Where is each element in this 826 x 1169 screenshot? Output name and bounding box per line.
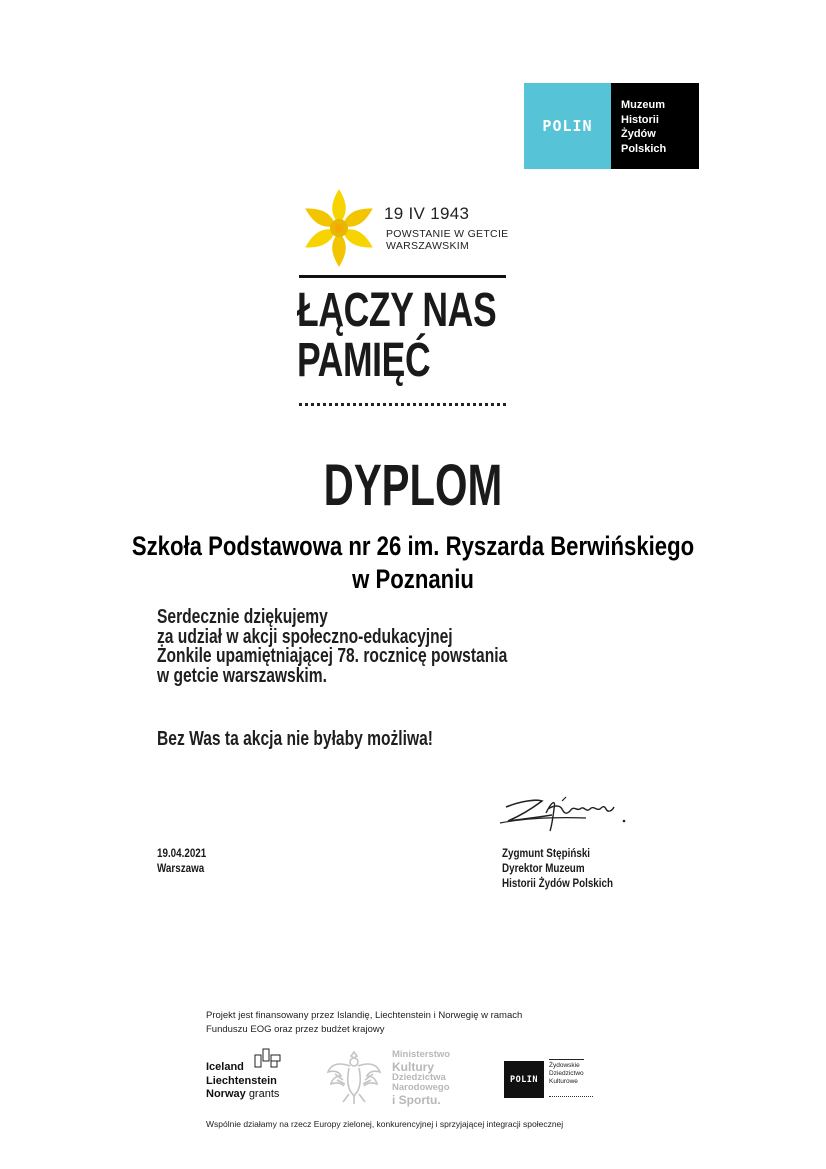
eea-line2: Liechtenstein: [206, 1074, 277, 1087]
footer-statement: Wspólnie działamy na rzecz Europy zielonej, konkurencyjnej i sprzyjającej integracji społecznej: [206, 1119, 564, 1129]
funding-note: [206, 1009, 522, 1036]
eea-line1: Iceland: [206, 1061, 244, 1073]
eea-grants-text: [206, 1061, 279, 1102]
jdk-wordmark: POLIN: [509, 1074, 539, 1085]
thanks-line: za udział w akcji społeczno-edukacyjnej: [157, 625, 453, 648]
thanks-line: Serdecznie dziękujemy: [157, 606, 328, 628]
daffodil-icon: [298, 187, 380, 269]
divider-line: [299, 275, 506, 278]
polin-museum-logo: [524, 83, 699, 169]
date-place-block: [157, 846, 206, 876]
school-name: Szkoła Podstawowa nr 26 im. Ryszarda Berwińskiego w Poznaniu: [131, 531, 695, 594]
ministry-line: i Sportu.: [392, 1092, 441, 1107]
eea-line3: [206, 1088, 279, 1102]
signer-title-line1: Dyrektor Muzeum: [502, 861, 585, 875]
eea-line3-bold: Norway: [206, 1088, 246, 1100]
thanks-line: w getcie warszawskim.: [157, 664, 327, 687]
signature-icon: [496, 787, 636, 835]
museum-name-line: Polskich: [621, 142, 667, 155]
school-name-block: [60, 530, 766, 596]
ministry-of-culture-logo: [325, 1046, 475, 1108]
jdk-line: Żydowskie: [549, 1062, 580, 1069]
jdk-line: Kulturowe: [549, 1078, 578, 1085]
polin-logo-mark: [524, 83, 611, 169]
signer-block: [502, 846, 613, 891]
museum-name-line: Muzeum: [621, 99, 665, 111]
polin-museum-name: [611, 83, 699, 169]
event-subtitle-line1: POWSTANIE W GETCIE: [386, 228, 509, 240]
issue-date: 19.04.2021: [157, 846, 207, 860]
ministry-name: [392, 1050, 450, 1106]
event-date: 19 IV 1943: [384, 204, 470, 223]
funding-note-line1: Projekt jest finansowany przez Islandię, Liechtenstein i Norwegię w ramach: [206, 1010, 523, 1021]
slogan-line1: ŁĄCZY NAS: [297, 284, 497, 337]
slogan-line2: PAMIĘĆ: [297, 334, 431, 387]
ministry-line: Dziedzictwa: [392, 1071, 446, 1083]
museum-name-line: Historii: [621, 113, 659, 126]
eea-line3-rest: grants: [248, 1088, 280, 1100]
jdk-dotted-rule: [549, 1096, 593, 1097]
signer-name: Zygmunt Stępiński: [502, 846, 591, 860]
eagle-emblem-icon: [325, 1046, 383, 1106]
funding-note-line2: Funduszu EOG oraz przez budżet krajowy: [206, 1023, 385, 1035]
jdk-mark: [504, 1061, 544, 1098]
signer-title-line2: Historii Żydów Polskich: [502, 876, 613, 890]
event-subtitle-line2: WARSZAWSKIM: [386, 240, 470, 252]
museum-name-line: Żydów: [621, 128, 656, 140]
polin-wordmark: POLIN: [542, 117, 593, 135]
eea-grants-logo: [206, 1048, 316, 1104]
thanks-paragraph: [157, 608, 507, 686]
ministry-line: Kultury: [392, 1059, 434, 1074]
issue-place: Warszawa: [157, 861, 205, 875]
jdk-line: Dziedzictwo: [549, 1070, 584, 1077]
closing-sentence: Bez Was ta akcja nie byłaby możliwa!: [157, 728, 433, 750]
ministry-line: Ministerstwo: [392, 1049, 451, 1060]
slogan: [297, 286, 496, 386]
jewish-heritage-logo: [504, 1058, 594, 1102]
diploma-title: DYPLOM: [323, 453, 503, 518]
thanks-line: Żonkile upamiętniającej 78. rocznicę powstania: [157, 645, 508, 667]
dotted-divider: [299, 403, 506, 406]
ministry-line: Narodowego: [392, 1082, 450, 1093]
jdk-text: [549, 1059, 584, 1086]
